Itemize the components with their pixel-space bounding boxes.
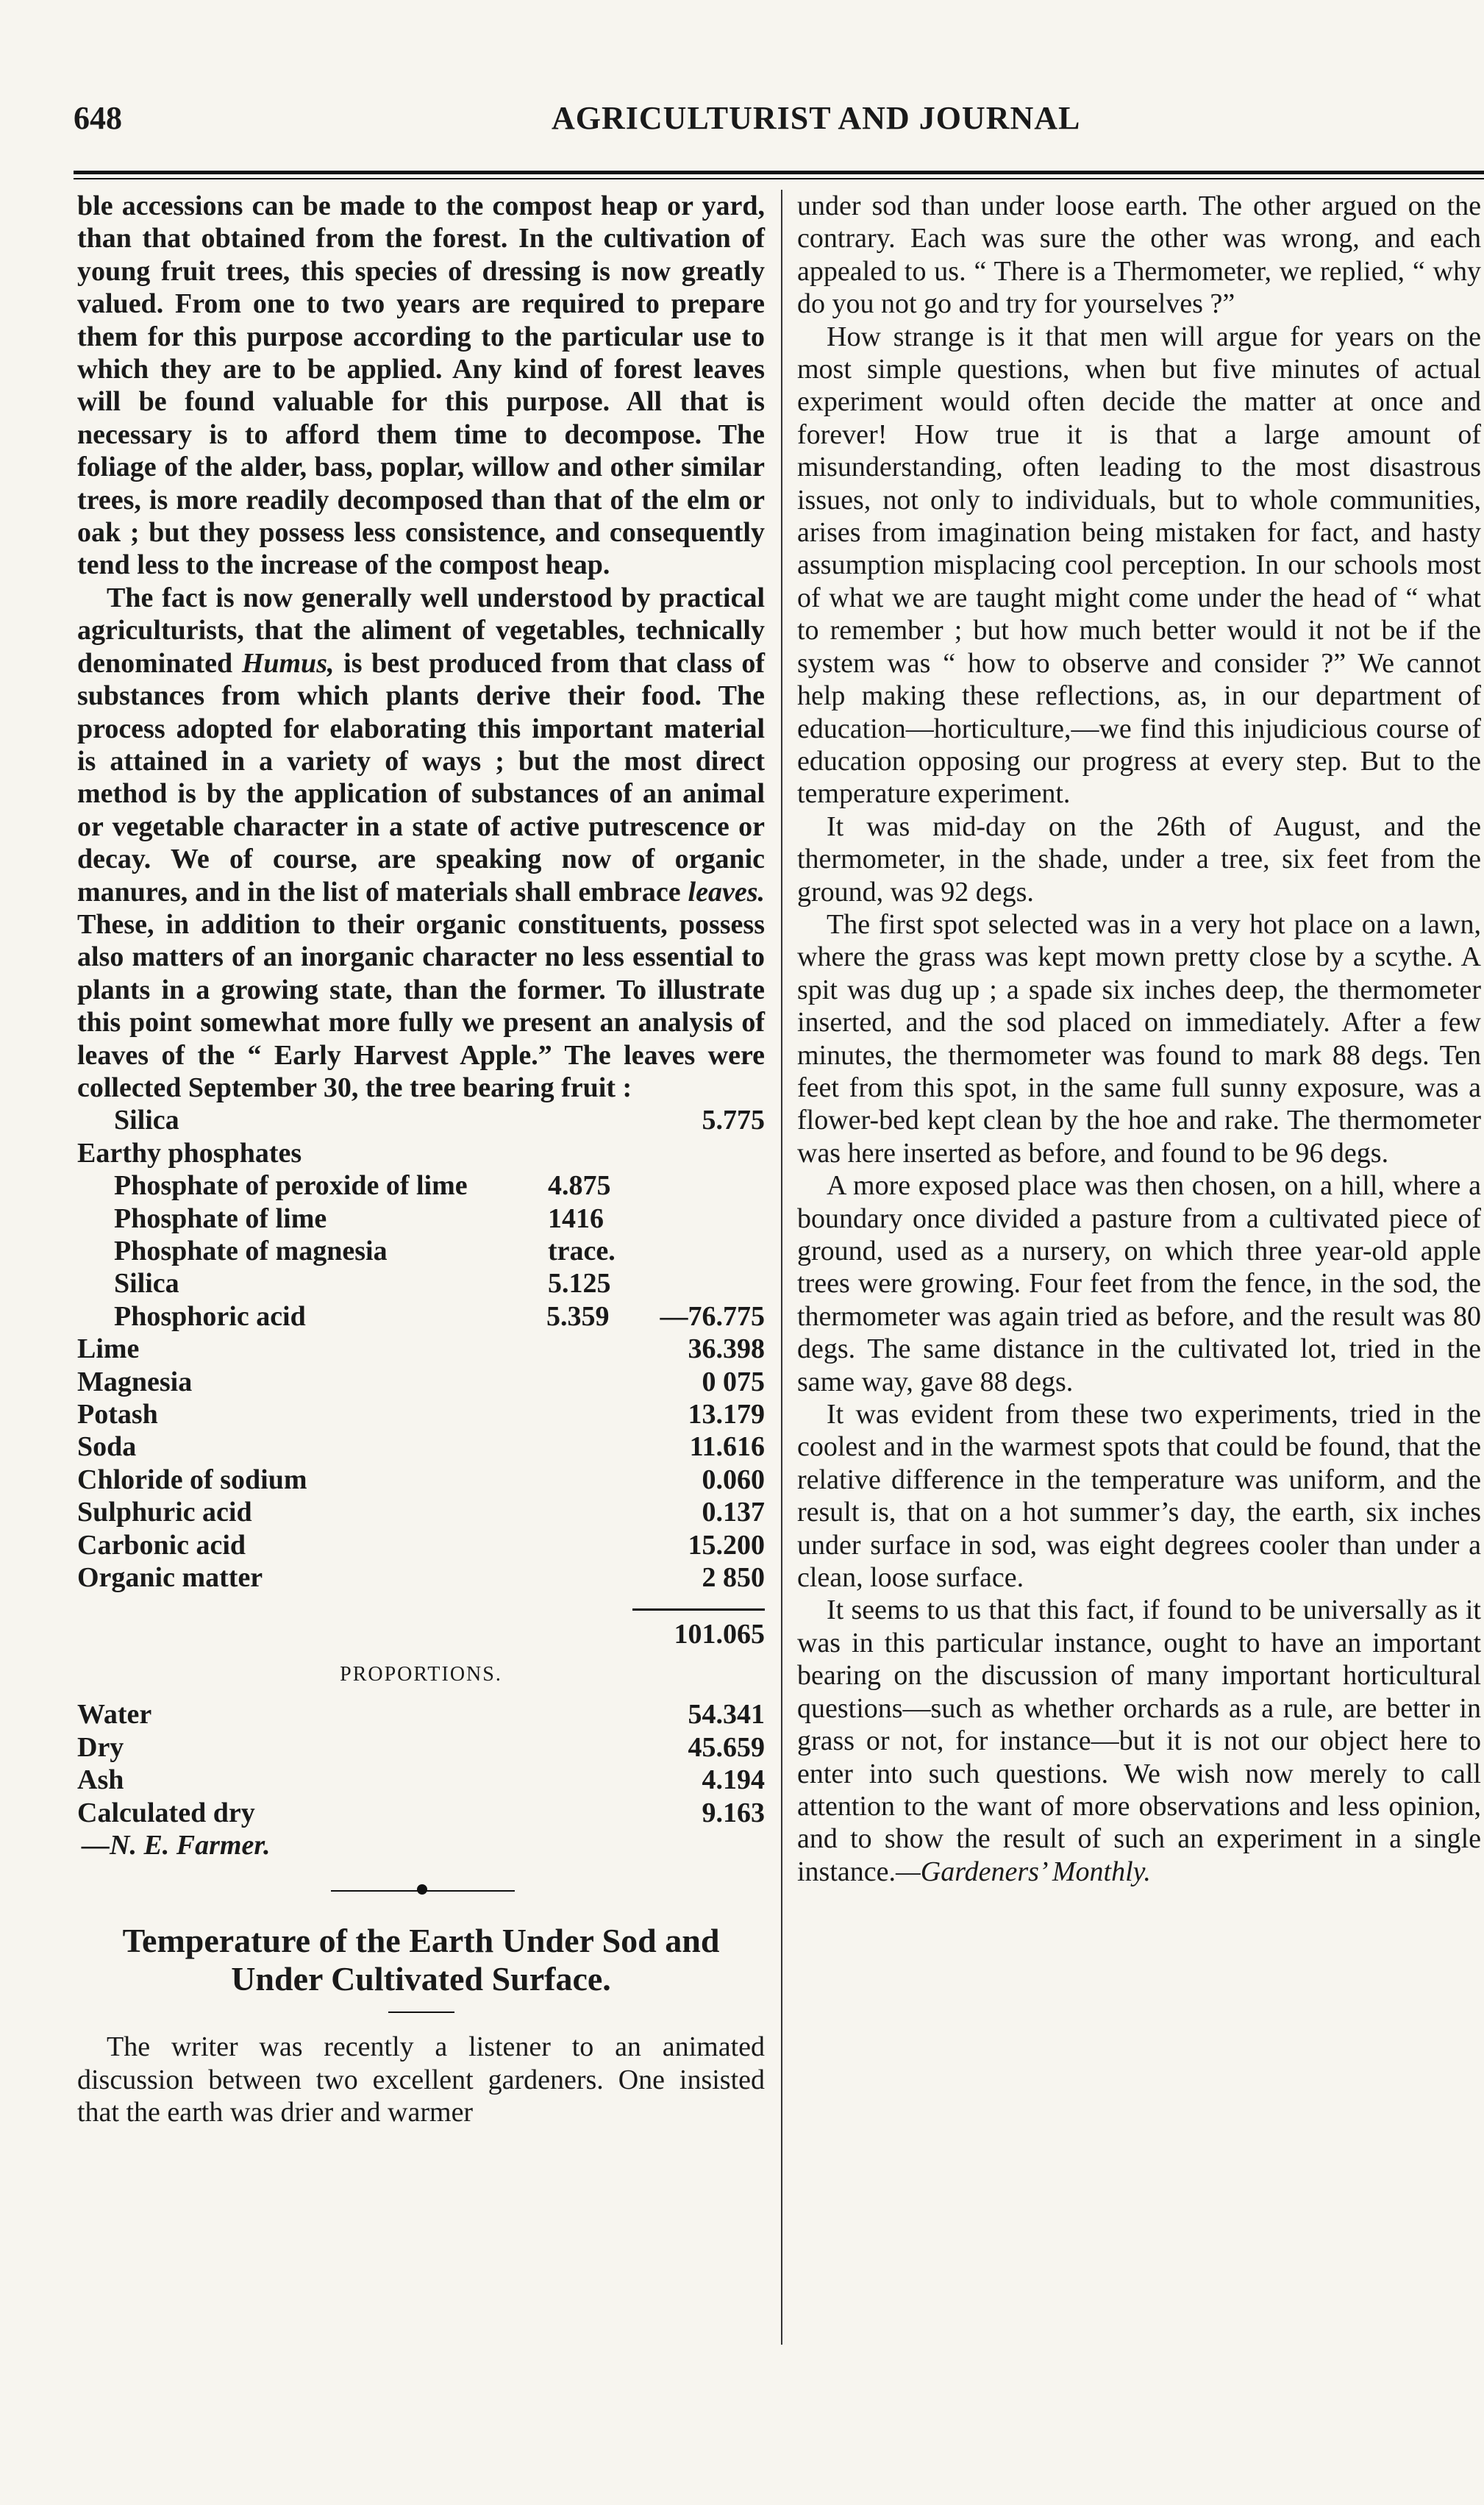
- earthy-row: [77, 1300, 765, 1333]
- earthy-label: Phosphate of peroxide of lime: [114, 1170, 468, 1202]
- analysis-row: [77, 1398, 765, 1430]
- right-paragraph-1: under sod than under loose earth. The other argued on the contrary. Each was sure the other was wrong, and each appealed to us. “ There is a Thermometer, we replied, “ why do you not go and try for yourselves ?”: [797, 190, 1481, 320]
- proportion-label: Ash: [77, 1764, 124, 1796]
- analysis-table: [77, 1104, 765, 1861]
- analysis-spacer: [511, 1104, 625, 1136]
- page-header: [74, 99, 1471, 143]
- total-rule: [632, 1608, 765, 1611]
- proportion-value: 54.341: [688, 1699, 765, 1731]
- right-column: [797, 190, 1481, 1888]
- right-paragraph-6: It was evident from these two experiments, tried in the coolest and in the warmest spots that could be found, that the relative difference in the temperature was uniform, and the result is, that on a hot summer’s day, the earth, six inches under surface in sod, was eight degrees cooler than under a clean, loose surface.: [797, 1399, 1481, 1594]
- earthy-value: trace.: [548, 1236, 616, 1266]
- proportion-row: [77, 1698, 765, 1731]
- proportion-row: [77, 1764, 765, 1796]
- analysis-value: 5.775: [702, 1105, 765, 1136]
- column-divider: [781, 190, 782, 2345]
- article-title: Temperature of the Earth Under Sod and Under Cultivated Surface.: [122, 1922, 720, 1998]
- analysis-value: 0.060: [702, 1464, 765, 1495]
- left-intro-paragraph: ble accessions can be made to the compost heap or yard, than that obtained from the forest. In the cultivation of young fruit trees, this species of dressing is now greatly valued. From one to two years are required to prepare them for this purpose according to the particular use to which they are to be applied. Any kind of forest leaves will be found valuable for this purpose. All that is necessary is to afford them time to decompose. The foliage of the alder, bass, poplar, willow and other similar trees, is more readily decomposed than that of the elm or oak ; but they possess less consistence, and consequently tend less to the increase of the compost heap.: [77, 190, 765, 581]
- leaves-term: leaves.: [688, 876, 765, 908]
- proportion-label: Calculated dry: [77, 1797, 255, 1828]
- earthy-label: Silica: [114, 1268, 179, 1300]
- earthy-row: [77, 1169, 765, 1202]
- proportions-heading: PROPORTIONS.: [340, 1662, 502, 1686]
- analysis-value: 0.137: [702, 1497, 765, 1528]
- earthy-row: [77, 1267, 765, 1300]
- running-title: AGRICULTURIST AND JOURNAL: [552, 100, 1081, 136]
- analysis-value: 11.616: [689, 1431, 765, 1463]
- humus-paragraph: [77, 582, 765, 1105]
- earthy-label: Phosphate of lime: [114, 1202, 327, 1234]
- analysis-value: 13.179: [688, 1399, 765, 1430]
- title-rule: [388, 2012, 454, 2013]
- analysis-row: [77, 1496, 765, 1528]
- analysis-row: [77, 1464, 765, 1496]
- analysis-total: 101.065: [674, 1619, 765, 1650]
- analysis-row: [77, 1561, 765, 1594]
- analysis-label: Organic matter: [77, 1562, 263, 1594]
- article-intro-paragraph: The writer was recently a listener to an animated discussion between two excellent gardeners. One insisted that the earth was drier and warmer: [77, 2031, 765, 2128]
- analysis-label: Silica: [114, 1105, 179, 1136]
- analysis-label: Soda: [77, 1431, 137, 1463]
- proportion-value: 4.194: [702, 1764, 765, 1796]
- analysis-label: Magnesia: [77, 1366, 193, 1397]
- earthy-phosphates-list: [77, 1169, 765, 1333]
- humus-text-3: These, in addition to their organic constituents, possess also matters of an inorganic character no less essential to plants in a growing state, than the former. To illustrate this point somewhat more fully we present an analysis of leaves of the “ Early Harvest Apple.” The leaves were collected September 30, the tree bearing fruit :: [77, 908, 765, 1103]
- humus-term: Humus,: [241, 647, 335, 679]
- humus-text-2: is best produced from that class of substances from which plants derive their food. The process adopted for elaborating this important material is attained in a variety of ways ; but the most direct method is by the application of substances of an animal or vegetable character in a state of active putrescence or decay. We of course, are speaking now of organic manures, and in the list of materials shall embrace: [77, 647, 765, 908]
- right-paragraph-3: It was mid-day on the 26th of August, and the thermometer, in the shade, under a tree, six feet from the ground, was 92 degs.: [797, 810, 1481, 908]
- page-number: 648: [74, 100, 122, 136]
- right-paragraph-2: How strange is it that men will argue for years on the most simple questions, when but five minutes of actual experiment would often decide the matter at once and forever! How true it is that a large amount of misunderstanding, often leading to the most disastrous issues, not only to individuals, but to whole communities, arises from imagination being mistaken for fact, and hasty assumption misplacing cool perception. In our schools most of what we are taught might come under the head of “ what to remember ; but how much better would it not be if the system was “ how to observe and consider ?” We cannot help making these reflections, as, in our department of education—horticulture,—we find this injudicious course of education opposing our progress at every step. But to the temperature experiment.: [797, 321, 1481, 810]
- earthy-total: —76.775: [660, 1300, 765, 1332]
- left-signature-text: —N. E. Farmer.: [82, 1829, 271, 1861]
- earthy-value: 5.125: [548, 1268, 611, 1300]
- analysis-row: [77, 1529, 765, 1561]
- earthy-heading: Earthy phosphates: [77, 1137, 302, 1169]
- proportions-list: [77, 1698, 765, 1829]
- section-ornament: [77, 1879, 765, 1901]
- analysis-row: [77, 1333, 765, 1365]
- right-paragraph-5: A more exposed place was then chosen, on a hill, where a boundary once divided a pasture from a cultivated piece of ground, used as a nursery, on which three year-old apple trees were growing. Four feet from the fence, in the sod, the thermometer was again tried as before, and the result was 80 degs. The same distance in the cultivated lot, tried in the same way, gave 88 degs.: [797, 1170, 1481, 1397]
- analysis-value: 2 850: [702, 1562, 765, 1594]
- analysis-label: Lime: [77, 1333, 140, 1365]
- header-rule: [74, 171, 1484, 179]
- proportion-label: Water: [77, 1699, 152, 1731]
- analysis-label: Carbonic acid: [77, 1529, 246, 1561]
- analysis-row: [77, 1366, 765, 1398]
- earthy-value: 4.875: [548, 1170, 611, 1202]
- earthy-total: [662, 1169, 765, 1202]
- left-signature: [77, 1829, 765, 1861]
- analysis-value: 36.398: [688, 1333, 765, 1365]
- proportion-value: 45.659: [688, 1731, 765, 1763]
- analysis-label: Potash: [77, 1399, 158, 1430]
- analysis-value: 0 075: [702, 1366, 765, 1397]
- right-signature: —Gardeners’ Monthly.: [896, 1856, 1151, 1887]
- proportion-row: [77, 1731, 765, 1764]
- analysis-value: 15.200: [688, 1529, 765, 1561]
- analysis-row: [77, 1430, 765, 1463]
- ornament-dot: [417, 1884, 427, 1895]
- earthy-label: Phosphate of magnesia: [114, 1236, 388, 1266]
- right-paragraph-4: The first spot selected was in a very hot place on a lawn, where the grass was kept mown pretty close by a scythe. A spit was dug up ; a spade six inches deep, the thermometer inserted, and the sod placed on immediately. After a few minutes, the thermometer was found to mark 88 degs. Ten feet from this spot, in the same full sunny exposure, was a flower-bed kept clean by the hoe and rake. The thermometer was here inserted as before, and found to be 96 degs.: [797, 908, 1481, 1169]
- analysis-label: Sulphuric acid: [77, 1497, 252, 1528]
- earthy-row: [77, 1235, 765, 1267]
- analysis-rest-list: [77, 1333, 765, 1594]
- earthy-row: [77, 1202, 765, 1235]
- earthy-total: [662, 1202, 765, 1235]
- humus-text-1: The fact is now generally well understood by practical agriculturists, that the aliment of vegetables, technically denominated: [77, 582, 765, 679]
- right-paragraph-7: [797, 1594, 1481, 1888]
- earthy-total: [662, 1235, 765, 1267]
- analysis-row-silica: [77, 1104, 765, 1136]
- earthy-label: Phosphoric acid: [114, 1300, 306, 1332]
- right-paragraph-7-text: It seems to us that this fact, if found to be universally as it was in this particular instance, ought to have an important bearing on the discussion of many important horticultural questions—such as whether orchards as a rule, are better in grass or not, for instance—but it is not our object here to enter into such questions. We wish now merely to call attention to the want of more observations and less opinion, and to show the result of such an experiment in a single instance.: [797, 1594, 1481, 1887]
- earthy-value: 1416: [548, 1202, 604, 1234]
- proportion-value: 9.163: [702, 1797, 765, 1828]
- analysis-label: Chloride of sodium: [77, 1464, 307, 1495]
- proportion-label: Dry: [77, 1731, 124, 1763]
- earthy-total: [662, 1267, 765, 1300]
- proportion-row: [77, 1797, 765, 1829]
- earthy-value: 5.359: [546, 1300, 610, 1332]
- left-column: [77, 190, 765, 2129]
